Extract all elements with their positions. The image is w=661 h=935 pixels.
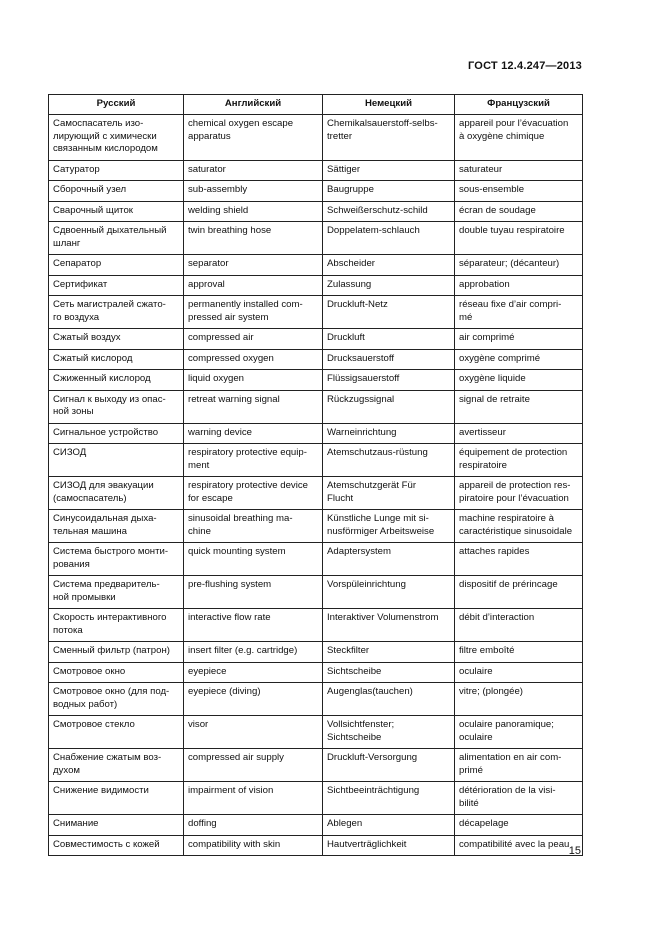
- table-row: [49, 390, 583, 423]
- cell-french: compatibilité avec la peau: [455, 835, 583, 856]
- cell-english: visor: [184, 716, 323, 749]
- column-header-french: Французский: [455, 95, 583, 115]
- column-header-english: Английский: [184, 95, 323, 115]
- cell-english: insert filter (e.g. cartridge): [184, 642, 323, 663]
- cell-german: Doppelatem-schlauch: [323, 222, 455, 255]
- cell-russian: Сепаратор: [49, 255, 184, 276]
- cell-french: filtre emboîté: [455, 642, 583, 663]
- cell-german: Vorspüleinrichtung: [323, 576, 455, 609]
- cell-french: vitre; (plongée): [455, 683, 583, 716]
- table-row: [49, 716, 583, 749]
- table-row: [49, 370, 583, 391]
- cell-german: Augenglas(tauchen): [323, 683, 455, 716]
- cell-german: Steckfilter: [323, 642, 455, 663]
- cell-german: Atemschutzaus-rüstung: [323, 444, 455, 477]
- table-row: [49, 543, 583, 576]
- cell-english: impairment of vision: [184, 782, 323, 815]
- cell-german: Druckluft: [323, 329, 455, 350]
- cell-french: détérioration de la visi- bilité: [455, 782, 583, 815]
- page-number: 15: [568, 845, 581, 857]
- table-row: [49, 275, 583, 296]
- cell-english: compressed air: [184, 329, 323, 350]
- cell-russian: Смотровое окно (для под- водных работ): [49, 683, 184, 716]
- cell-german: Hautverträglichkeit: [323, 835, 455, 856]
- cell-german: Zulassung: [323, 275, 455, 296]
- cell-english: eyepiece (diving): [184, 683, 323, 716]
- cell-english: quick mounting system: [184, 543, 323, 576]
- table-row: [49, 349, 583, 370]
- cell-russian: Самоспасатель изо- лирующий с химически связанным кислородом: [49, 115, 184, 161]
- cell-russian: Сборочный узел: [49, 181, 184, 202]
- cell-russian: Сжатый кислород: [49, 349, 184, 370]
- cell-russian: Сдвоенный дыхательный шланг: [49, 222, 184, 255]
- cell-russian: СИЗОД: [49, 444, 184, 477]
- cell-german: Druckluft-Versorgung: [323, 749, 455, 782]
- cell-german: Rückzugssignal: [323, 390, 455, 423]
- cell-french: air comprimé: [455, 329, 583, 350]
- cell-french: double tuyau respiratoire: [455, 222, 583, 255]
- table-row: [49, 115, 583, 161]
- cell-english: eyepiece: [184, 662, 323, 683]
- cell-german: Schweißerschutz-schild: [323, 201, 455, 222]
- cell-german: Abscheider: [323, 255, 455, 276]
- cell-russian: Сеть магистралей сжато- го воздуха: [49, 296, 184, 329]
- table-row: [49, 160, 583, 181]
- cell-russian: Сигнал к выходу из опас- ной зоны: [49, 390, 184, 423]
- cell-russian: Скорость интерактивного потока: [49, 609, 184, 642]
- cell-english: liquid oxygen: [184, 370, 323, 391]
- table-row: [49, 222, 583, 255]
- cell-english: chemical oxygen escape apparatus: [184, 115, 323, 161]
- cell-russian: Сатуратор: [49, 160, 184, 181]
- table-header-row: [49, 95, 583, 115]
- cell-french: réseau fixe d’air compri- mé: [455, 296, 583, 329]
- cell-english: separator: [184, 255, 323, 276]
- cell-french: sous-ensemble: [455, 181, 583, 202]
- table-row: [49, 662, 583, 683]
- cell-french: séparateur; (décanteur): [455, 255, 583, 276]
- cell-english: twin breathing hose: [184, 222, 323, 255]
- table-row: [49, 576, 583, 609]
- cell-english: retreat warning signal: [184, 390, 323, 423]
- cell-french: dispositif de prérincage: [455, 576, 583, 609]
- cell-french: approbation: [455, 275, 583, 296]
- cell-french: oxygène liquide: [455, 370, 583, 391]
- cell-french: appareil de protection res- piratoire pour l’évacuation: [455, 477, 583, 510]
- column-header-german: Немецкий: [323, 95, 455, 115]
- table-row: [49, 510, 583, 543]
- table-row: [49, 423, 583, 444]
- cell-english: compressed oxygen: [184, 349, 323, 370]
- cell-russian: Сертификат: [49, 275, 184, 296]
- cell-english: approval: [184, 275, 323, 296]
- cell-german: Druckluft-Netz: [323, 296, 455, 329]
- cell-english: interactive flow rate: [184, 609, 323, 642]
- table-row: [49, 749, 583, 782]
- cell-russian: Сменный фильтр (патрон): [49, 642, 184, 663]
- cell-french: saturateur: [455, 160, 583, 181]
- table-row: [49, 296, 583, 329]
- cell-german: Drucksauerstoff: [323, 349, 455, 370]
- table-body: [49, 115, 583, 856]
- cell-french: oculaire panoramique; oculaire: [455, 716, 583, 749]
- cell-french: équipement de protection respiratoire: [455, 444, 583, 477]
- cell-english: warning device: [184, 423, 323, 444]
- cell-russian: Сварочный щиток: [49, 201, 184, 222]
- cell-english: compatibility with skin: [184, 835, 323, 856]
- cell-french: oxygène comprimé: [455, 349, 583, 370]
- cell-french: alimentation en air com- primé: [455, 749, 583, 782]
- table-row: [49, 329, 583, 350]
- cell-french: oculaire: [455, 662, 583, 683]
- cell-french: machine respiratoire à caractéristique sinusoidale: [455, 510, 583, 543]
- cell-russian: Снимание: [49, 815, 184, 836]
- cell-french: débit d’interaction: [455, 609, 583, 642]
- table-row: [49, 835, 583, 856]
- cell-english: doffing: [184, 815, 323, 836]
- cell-english: pre-flushing system: [184, 576, 323, 609]
- cell-french: décapelage: [455, 815, 583, 836]
- cell-russian: Смотровое стекло: [49, 716, 184, 749]
- cell-german: Adaptersystem: [323, 543, 455, 576]
- cell-german: Sichtscheibe: [323, 662, 455, 683]
- cell-german: Atemschutzgerät Für Flucht: [323, 477, 455, 510]
- cell-russian: Сжиженный кислород: [49, 370, 184, 391]
- cell-russian: Совместимость с кожей: [49, 835, 184, 856]
- table-row: [49, 683, 583, 716]
- cell-german: Interaktiver Volumenstrom: [323, 609, 455, 642]
- cell-english: respiratory protective device for escape: [184, 477, 323, 510]
- cell-french: signal de retraite: [455, 390, 583, 423]
- cell-russian: Смотровое окно: [49, 662, 184, 683]
- cell-english: respiratory protective equip- ment: [184, 444, 323, 477]
- cell-english: permanently installed com- pressed air system: [184, 296, 323, 329]
- terms-table: [48, 94, 583, 856]
- cell-german: Vollsichtfenster; Sichtscheibe: [323, 716, 455, 749]
- cell-english: saturator: [184, 160, 323, 181]
- cell-russian: Снижение видимости: [49, 782, 184, 815]
- table-row: [49, 181, 583, 202]
- table-row: [49, 782, 583, 815]
- table-row: [49, 815, 583, 836]
- cell-german: Ablegen: [323, 815, 455, 836]
- cell-english: compressed air supply: [184, 749, 323, 782]
- table-row: [49, 642, 583, 663]
- table-row: [49, 477, 583, 510]
- cell-german: Warneinrichtung: [323, 423, 455, 444]
- cell-german: Chemikalsauerstoff-selbs- tretter: [323, 115, 455, 161]
- cell-german: Flüssigsauerstoff: [323, 370, 455, 391]
- table-row: [49, 201, 583, 222]
- cell-russian: Система быстрого монти- рования: [49, 543, 184, 576]
- cell-russian: Снабжение сжатым воз- духом: [49, 749, 184, 782]
- cell-french: écran de soudage: [455, 201, 583, 222]
- cell-german: Sichtbeeinträchtigung: [323, 782, 455, 815]
- cell-english: sub-assembly: [184, 181, 323, 202]
- cell-russian: Сигнальное устройство: [49, 423, 184, 444]
- standard-designation: ГОСТ 12.4.247—2013: [468, 60, 582, 72]
- cell-german: Baugruppe: [323, 181, 455, 202]
- cell-russian: СИЗОД для эвакуации (самоспасатель): [49, 477, 184, 510]
- cell-russian: Система предваритель- ной промывки: [49, 576, 184, 609]
- cell-russian: Сжатый воздух: [49, 329, 184, 350]
- cell-french: avertisseur: [455, 423, 583, 444]
- cell-french: appareil pour l’évacuation à oxygène chimique: [455, 115, 583, 161]
- cell-german: Sättiger: [323, 160, 455, 181]
- cell-german: Künstliche Lunge mit si- nusförmiger Arbeitsweise: [323, 510, 455, 543]
- cell-english: welding shield: [184, 201, 323, 222]
- table-row: [49, 444, 583, 477]
- cell-english: sinusoidal breathing ma- chine: [184, 510, 323, 543]
- column-header-russian: Русский: [49, 95, 184, 115]
- cell-russian: Синусоидальная дыха- тельная машина: [49, 510, 184, 543]
- table-row: [49, 609, 583, 642]
- table-row: [49, 255, 583, 276]
- cell-french: attaches rapides: [455, 543, 583, 576]
